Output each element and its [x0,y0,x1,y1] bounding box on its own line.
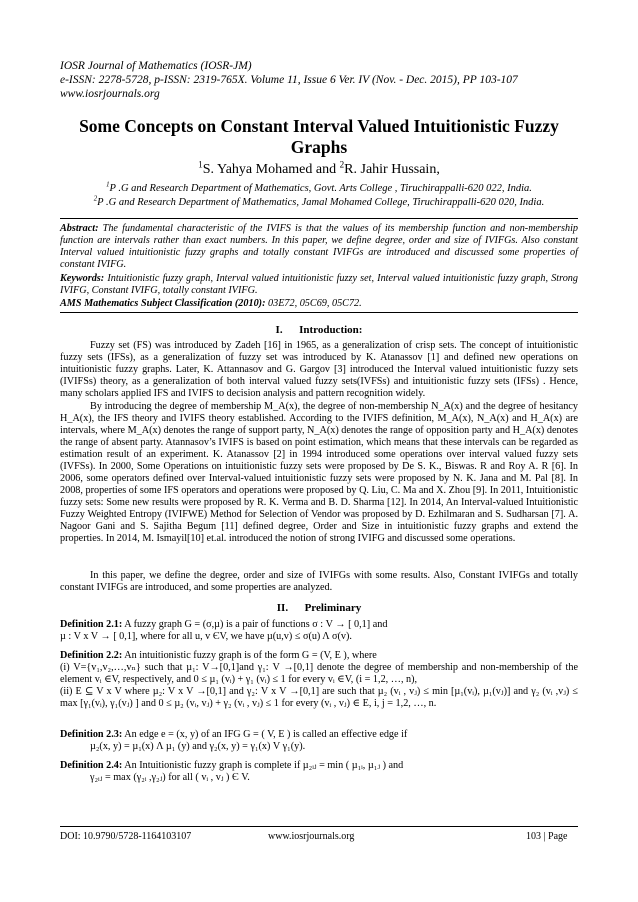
definition-2-3-line-1 [60,729,578,741]
definition-2-4-line-1 [60,760,578,772]
affiliation-1-text: P .G and Research Department of Mathematics, Govt. Arts College , Tiruchirappalli-620 022, India. [109,183,532,194]
author2: R. Jahir Hussain, [344,162,440,177]
affiliation-1-sup: 1 [106,181,110,189]
top-rule [60,218,578,219]
abstract-text: The fundamental characteristic of the IVIFS is that the values of its membership function and non-membership function are intervals rather than exact numbers. In this paper, we define degree, order and size of IVIFGs. Also constant Interval valued intuitionistic fuzzy graphs and totally constant IVIFGs are introduced and discussed some properties of constant IVIFG. [60,223,578,270]
definition-2-2-line-1 [60,650,578,662]
authors [60,159,578,178]
definition-2-3-label: Definition 2.3: [60,729,123,740]
author2-sup: 2 [339,159,345,170]
keywords-text: Intuitionistic fuzzy graph, Interval valued intuitionistic fuzzy set, Interval valued intuitionistic fuzzy graph, Strong IVIFG, Constant IVIFG, totally constant IVIFG. [60,273,578,296]
affiliation-2 [60,197,578,209]
definition-2-3 [60,729,578,753]
definition-2-1-line-1 [60,619,578,631]
definition-2-2-item-ii: (ii) E ⊆ V x V where µ₂: V x V →[0,1] and γ₂: V x V →[0,1] are such that µ₂ (vᵢ , vⱼ) ≤ min [µ₁(vᵢ), µ₁(vⱼ)] and γ₂ (vᵢ ,vⱼ) ≤ max [γ₁(vᵢ), γ₁(vⱼ) ] and 0 ≤ µ₂ (vᵢ, vⱼ) + γ₂ (vᵢ , vⱼ) ≤ 1 for every (vᵢ , vⱼ) ∈ E, i, j = 1,2, …, n. [60,686,578,709]
definition-2-1-text-1: A fuzzy graph G = (σ,µ) is a pair of functions σ : V → [ 0,1] and [122,619,388,630]
definition-2-1-label: Definition 2.1: [60,619,123,630]
intro-paragraph-3: In this paper, we define the degree, order and size of IVIFGs with some results. Also, Constant IVIFGs and totally constant IVIFGs are introduced, and some properties are analyzed. [60,570,578,593]
definition-2-4 [60,760,578,784]
affiliation-2-sup: 2 [93,195,98,203]
keywords [60,273,578,297]
definition-2-2-label: Definition 2.2: [60,650,123,661]
ams-classification [60,298,578,310]
definition-2-4-text-1: An Intuitionistic fuzzy graph is complete if µ₂ᵢⱼ = min ( µ₁ᵢ, µ₁ⱼ ) and [122,760,404,771]
definition-2-1-line-2: µ : V x V → [ 0,1], where for all u, v ЄV, we have µ(u,v) ≤ σ(u) Λ σ(v). [60,631,352,642]
definition-2-2 [60,650,578,710]
definition-2-3-line-2: µ₂(x, y) = µ₁(x) Λ µ₁ (y) and γ₂(x, y) = γ₁(x) V γ₁(y). [90,741,306,752]
section-preliminary-heading: II. Preliminary [276,602,362,614]
journal-issn: e-ISSN: 2278-5728, p-ISSN: 2319-765X. Volume 11, Issue 6 Ver. IV (Nov. - Dec. 2015), PP 103-107 [60,74,518,86]
definition-2-1 [60,619,578,643]
abstract-label: Abstract: [60,223,99,234]
footer-site: www.iosrjournals.org [268,831,355,842]
definition-2-2-item-i: (i) V={v₁,v₂,…,vₙ} such that µ₁: V→[0,1]and γ₁: V →[0,1] denote the degree of membership and non-membership of the element vᵢ ∈V, respectively, and 0 ≤ µ₁ (vᵢ) + γ₁ (vᵢ) ≤ 1 for every vᵢ ∈V, (i = 1,2, …, n), [60,662,578,685]
footer-page: 103 | Page [526,831,568,842]
footer-rule [60,826,578,827]
definition-2-4-label: Definition 2.4: [60,760,123,771]
intro-paragraph-1: Fuzzy set (FS) was introduced by Zadeh [16] in 1965, as a generalization of crisp sets. The concept of intuitionistic fuzzy sets (IFSs), as a generalization of fuzzy set was introduced by K. Atanassov [1] and defined new operations on intuitionistic fuzzy graphs. Later, K. Attannasov and G. Gargov [3] introduced the Interval valued intuitionistic fuzzy sets (IVIFSs) theory, as a generalization of both interval valued fuzzy sets(IVFSs) and intuitionistic fuzzy sets (IFSs) . Hence, many scholars applied IFS and IVIFS to decision analysis and pattern recognition widely. [60,340,578,399]
definition-2-3-text-1: An edge e = (x, y) of an IFG G = ( V, E ) is called an effective edge if [122,729,408,740]
ams-text: 03E72, 05C69, 05C72. [265,298,362,309]
journal-url: www.iosrjournals.org [60,88,160,100]
definition-2-4-line-2: γ₂ᵢⱼ = max (γ₂ᵢ ,γ₂ⱼ) for all ( vᵢ , vⱼ ) Є V. [90,772,250,783]
section-introduction-heading: I. Introduction: [275,324,363,336]
affiliation-1 [60,183,578,195]
ams-label: AMS Mathematics Subject Classification (2010): [60,298,266,309]
intro-paragraph-2 [60,401,578,545]
abstract [60,223,578,271]
paper-title: Some Concepts on Constant Interval Valued Intuitionistic Fuzzy Graphs [79,116,559,157]
definition-2-2-text-1: An intuitionistic fuzzy graph is of the form G = (V, E ), where [122,650,377,661]
footer-doi: DOI: 10.9790/5728-1164103107 [60,831,192,842]
author1-sup: 1 [198,159,203,170]
affiliation-2-text: P .G and Research Department of Mathematics, Jamal Mohamed College, Tiruchirappalli-620 020, India. [97,197,545,208]
abstract-rule [60,312,578,313]
keywords-label: Keywords: [60,273,105,284]
journal-name: IOSR Journal of Mathematics (IOSR-JM) [60,60,252,72]
intro-paragraph-2-text: By introducing the degree of membership M_A(x), the degree of non-membership N_A(x) and the degree of hesitancy H_A(x), the IFS theory and IVIFS theory established. According to the IVIFS definition, M_A(x), N_A(x) and H_A(x) are intervals, where M_A(x) denotes the range of support party, N_A(x) denotes the range of opposition party and H_A(x) denotes the range of absent party. Atannasov’s IVIFS is based on point estimation, which means that these intervals can be regarded as estimation result of an experiment. K. Atanassov [2] in 1994 introduced some operations over interval valued fuzzy sets (IVFSs). In 2000, Some Operations on intuitionistic fuzzy sets were proposed by De S. K., Biswas. R and Roy A. R [6]. In 2006, some operators defined over Interval-valued intuitionistic fuzzy sets were proposed by N. K. Jana and M. Pal [8]. In 2008, properties of some IFS operators and operations were proposed by Q. Liu, C. Ma and X. Zhou [9]. In 2011, Intuitionistic fuzzy sets: Some new results were proposed by R. K. Verma and B. D. Sharma [12]. In 2014, An Interval-valued Intuitionistic Fuzzy Weighted Entropy (IVIFWE) Method for Selection of Vendor was proposed by D. Ezhilmaran and S. Sudharsan [7]. A. Nagoor Gani and S. Sajitha Begum [11] defined degree, Order and Size in intuitionistic fuzzy graphs and extend the properties. In 2014, M. Ismayil[10] et.al. introduced the notion of strong IVIFG and discussed some operations. [60,401,578,544]
author1: S. Yahya Mohamed and [202,162,340,177]
